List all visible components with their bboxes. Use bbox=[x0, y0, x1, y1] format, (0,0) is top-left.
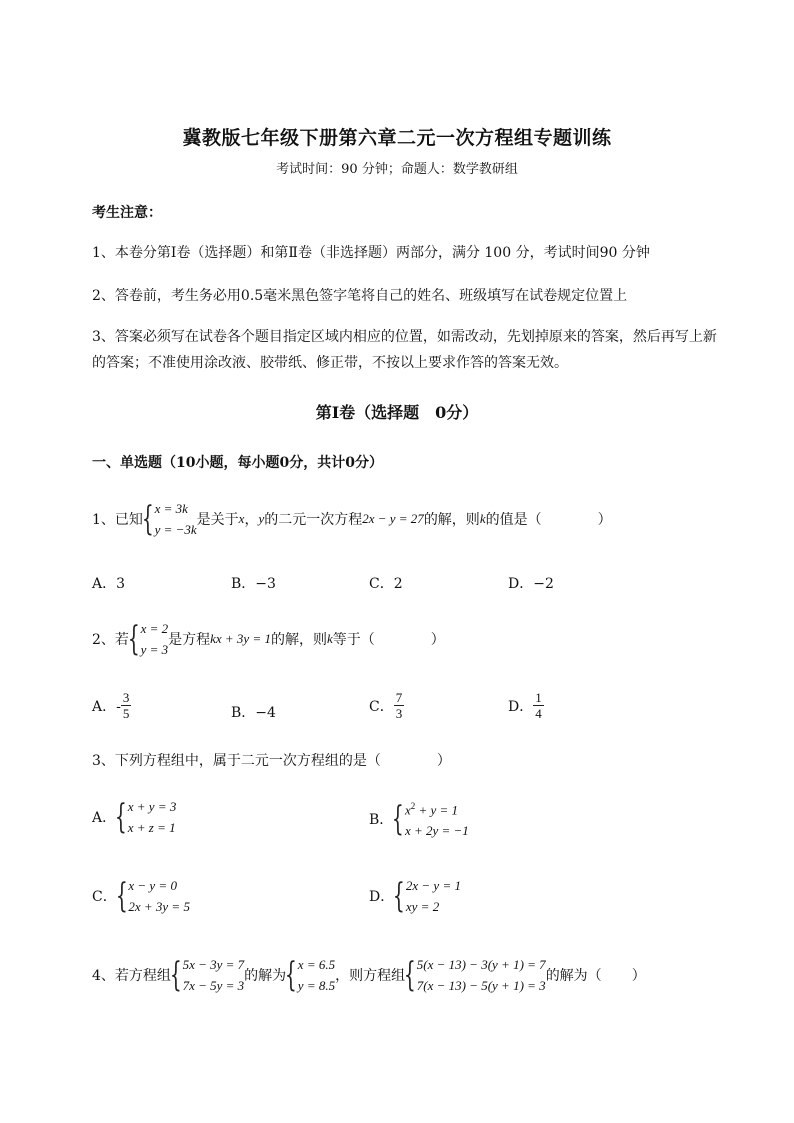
notice-heading: 考生注意： bbox=[92, 205, 162, 221]
q3-b-rest: + y = 1 bbox=[415, 802, 459, 818]
q3-b-line1 bbox=[405, 796, 469, 820]
document-title: 冀教版七年级下册第六章二元一次方程组专题训练 bbox=[182, 127, 612, 149]
q3-option-a bbox=[92, 796, 176, 838]
part-heading: 一、单选题（10小题，每小题0分，共计0分） bbox=[92, 455, 383, 471]
fraction-numerator: 1 bbox=[535, 690, 542, 705]
fraction-numerator: 7 bbox=[395, 690, 403, 705]
q1-option-a: A．3 bbox=[92, 576, 126, 592]
q3-b-line2: x + 2y = −1 bbox=[404, 823, 469, 839]
q1-equation-system bbox=[143, 498, 197, 540]
q2-close: ） bbox=[430, 632, 445, 648]
q1-var-x: x bbox=[238, 511, 245, 526]
q3-a-line2: x + z = 1 bbox=[127, 820, 176, 835]
fraction-numerator: 3 bbox=[122, 690, 130, 705]
question-2 bbox=[92, 618, 445, 660]
q2-prefix: 2、若 bbox=[92, 632, 129, 648]
brace-icon: { bbox=[393, 876, 406, 916]
q1-text-3: 的解，则 bbox=[423, 512, 480, 528]
q4-text-1: 的解为 bbox=[244, 968, 287, 984]
q4-sys3-line2: 7(x − 13) − 5(y + 1) = 3 bbox=[416, 978, 546, 993]
q2-equation-system bbox=[129, 618, 168, 660]
q2-option-c-fraction bbox=[394, 690, 405, 721]
q3-b-exponent: 2 bbox=[410, 801, 416, 811]
q4-sys2-line1: x = 6.5 bbox=[297, 957, 336, 972]
notice-item-2: 2、答卷前，考生务必用0.5毫米黑色签字笔将自己的姓名、班级填写在试卷规定位置上 bbox=[92, 288, 628, 304]
q3-option-b bbox=[369, 796, 469, 841]
q3-d-line2: xy = 2 bbox=[405, 899, 440, 914]
q1-var-k: k bbox=[479, 511, 486, 526]
q1-text-4: 的值是（ bbox=[485, 512, 542, 528]
q3-c-line1: x − y = 0 bbox=[128, 878, 177, 893]
q4-sys1-line2: 7x − 5y = 3 bbox=[182, 978, 245, 993]
q1-option-d: D．−2 bbox=[508, 576, 554, 592]
q3-option-a-label: A． bbox=[92, 810, 117, 826]
q4-close: ） bbox=[631, 968, 646, 984]
brace-icon: { bbox=[127, 619, 140, 659]
q3-option-c bbox=[92, 875, 190, 917]
question-3 bbox=[92, 750, 451, 770]
fraction-denominator: 4 bbox=[535, 706, 542, 721]
q3-d-line1: 2x − y = 1 bbox=[405, 878, 461, 893]
q1-option-b: B．−3 bbox=[231, 576, 276, 592]
brace-icon: { bbox=[141, 499, 154, 539]
q3-a-line1: x + y = 3 bbox=[127, 799, 177, 814]
q2-option-a-fraction bbox=[121, 690, 132, 721]
section-title: 第Ⅰ卷（选择题 0分） bbox=[315, 403, 479, 422]
q3-stem: 3、下列方程组中，属于二元一次方程组的是（ bbox=[92, 753, 381, 769]
q1-text-1: 是关于 bbox=[196, 512, 239, 528]
q2-option-d bbox=[508, 690, 544, 721]
q2-equation: kx + 3y = 1 bbox=[210, 631, 271, 646]
question-1 bbox=[92, 498, 612, 540]
question-4 bbox=[92, 954, 646, 996]
q1-close: ） bbox=[597, 512, 612, 528]
q1-sys-line2: y = −3k bbox=[154, 522, 197, 537]
q3-option-d-label: D． bbox=[369, 889, 395, 905]
q3-b-var: x bbox=[404, 802, 411, 818]
q2-option-d-fraction bbox=[533, 690, 544, 721]
q2-option-b: B．−4 bbox=[231, 705, 276, 721]
q3-c-line2: 2x + 3y = 5 bbox=[128, 899, 190, 914]
fraction-denominator: 3 bbox=[395, 706, 403, 721]
q1-prefix: 1、已知 bbox=[92, 512, 143, 528]
q4-sys3-line1: 5(x − 13) − 3(y + 1) = 7 bbox=[416, 957, 546, 972]
fraction-denominator: 5 bbox=[122, 706, 130, 721]
q1-equation: 2x − y = 27 bbox=[362, 511, 424, 526]
q2-sys-line2: y = 3 bbox=[140, 642, 169, 657]
exam-info: 考试时间：90 分钟；命题人：数学教研组 bbox=[276, 162, 518, 177]
brace-icon: { bbox=[285, 955, 297, 995]
q3-option-b-label: B． bbox=[369, 811, 394, 828]
q4-text-2: ，则方程组 bbox=[335, 968, 406, 984]
q2-sys-line1: x = 2 bbox=[140, 621, 169, 636]
notice-item-3-line1: 3、答案必须写在试卷各个题目指定区域内相应的位置，如需改动，先划掉原来的答案，然后再写上新 bbox=[92, 329, 717, 345]
q4-text-3: 的解为（ bbox=[545, 968, 602, 984]
q1-comma: ， bbox=[244, 512, 259, 528]
q1-sys-line1: x = 3k bbox=[154, 501, 188, 516]
brace-icon: { bbox=[403, 955, 416, 995]
brace-icon: { bbox=[169, 955, 182, 995]
q4-prefix: 4、若方程组 bbox=[92, 968, 171, 984]
q4-sys2-line2: y = 8.5 bbox=[297, 978, 336, 993]
q2-option-d-label: D． bbox=[508, 698, 534, 715]
notice-item-3-line2: 的答案；不准使用涂改液、胶带纸、修正带，不按以上要求作答的答案无效。 bbox=[92, 355, 568, 371]
q3-option-d bbox=[369, 875, 461, 917]
brace-icon: { bbox=[114, 797, 127, 837]
q2-option-c-label: C． bbox=[369, 698, 394, 715]
notice-item-1: 1、本卷分第Ⅰ卷（选择题）和第Ⅱ卷（非选择题）两部分，满分 100 分，考试时间90 分钟 bbox=[92, 245, 650, 261]
q3-close: ） bbox=[436, 753, 451, 769]
q2-text-2: 的解，则 bbox=[270, 632, 327, 648]
q2-option-a bbox=[92, 690, 131, 721]
brace-icon: { bbox=[392, 798, 405, 839]
q4-sys1-line1: 5x − 3y = 7 bbox=[182, 957, 245, 972]
q1-option-c: C．2 bbox=[369, 576, 403, 592]
q2-option-a-label: A．- bbox=[92, 698, 121, 715]
q2-var-k: k bbox=[326, 631, 333, 646]
brace-icon: { bbox=[115, 876, 128, 916]
q3-option-c-label: C． bbox=[92, 889, 117, 905]
q1-var-y: y bbox=[258, 511, 265, 526]
q2-option-c bbox=[369, 690, 404, 721]
q2-text-3: 等于（ bbox=[332, 632, 375, 648]
q1-text-2: 的二元一次方程 bbox=[264, 512, 363, 528]
q2-text-1: 是方程 bbox=[168, 632, 211, 648]
